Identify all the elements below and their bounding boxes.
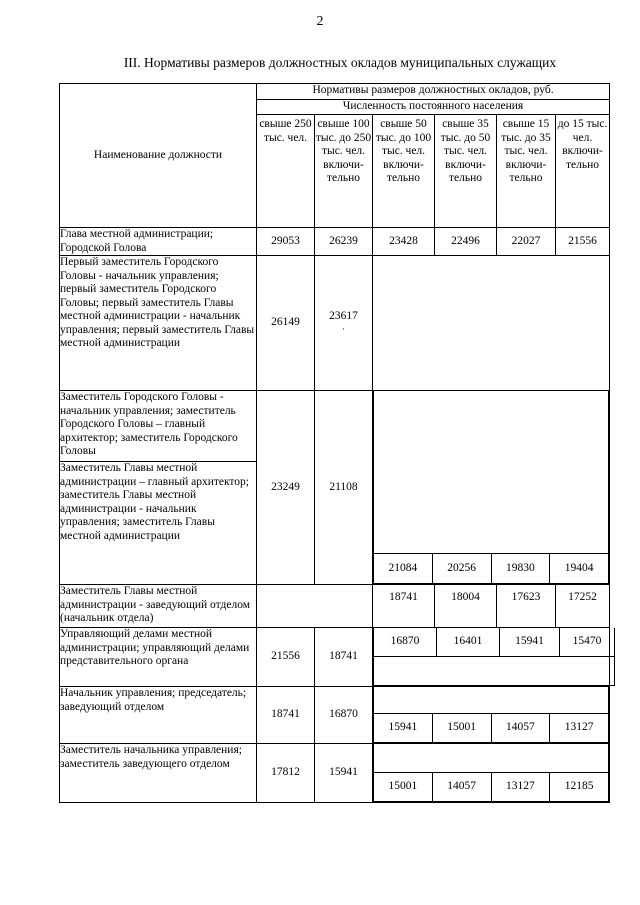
empty-cell	[373, 256, 610, 391]
salary-value: 23428	[373, 228, 435, 256]
salary-value: 23249	[257, 391, 315, 585]
norms-header: Нормативы размеров должностных окладов, руб.	[257, 84, 610, 100]
salary-value: 15941	[315, 744, 373, 803]
salary-value: 22496	[435, 228, 497, 256]
page-number: 2	[316, 14, 324, 29]
salary-value: 18741	[373, 585, 435, 628]
salary-value: 18741	[315, 628, 373, 687]
salary-value: 15941	[500, 628, 560, 656]
salary-value: 22027	[497, 228, 556, 256]
salary-value: 19404	[550, 553, 609, 583]
salary-value: 15941	[374, 713, 433, 742]
position-name: Заместитель Главы местной администрации - заведующий отделом (начальник отдела)	[60, 585, 257, 628]
table-row	[60, 744, 610, 803]
position-column-header: Наименование должности	[60, 84, 257, 228]
lower-values-group	[373, 391, 610, 585]
position-name: Заместитель Главы местной администрации – главный архитектор; заместитель Главы местной администрации - начальник управления; заместитель Главы местной администрации	[60, 462, 257, 585]
salary-value: 21108	[315, 391, 373, 585]
salary-value: 18004	[435, 585, 497, 628]
salary-value: 18741	[257, 687, 315, 744]
section-title: III. Нормативы размеров должностных окладов муниципальных служащих	[123, 55, 557, 70]
salary-value: 20256	[432, 553, 491, 583]
table-row	[60, 628, 610, 687]
table-row	[60, 687, 610, 744]
column-header: до 15 тыс. чел. включи-тельно	[556, 115, 610, 228]
salary-value: 19830	[491, 553, 550, 583]
column-header: свыше 50 тыс. до 100 тыс. чел. включи-тельно	[373, 115, 435, 228]
salary-value: 21084	[374, 553, 433, 583]
salary-value: 23617 ·	[315, 256, 373, 391]
salary-value: 15001	[432, 713, 491, 742]
row-values-group	[373, 628, 610, 687]
column-header: свыше 15 тыс. до 35 тыс. чел. включи-тельно	[497, 115, 556, 228]
salary-value: 12185	[550, 772, 609, 801]
position-name: Первый заместитель Городского Головы - начальник управления; первый заместитель Городского Головы; первый заместитель Главы местной администрации - начальник управления; первый заместитель Главы местной администрации	[60, 256, 257, 391]
table-row	[60, 256, 610, 391]
salary-value: 21556	[556, 228, 610, 256]
salary-value: 26149	[257, 256, 315, 391]
column-header: свыше 100 тыс. до 250 тыс. чел. включи-тельно	[315, 115, 373, 228]
row-values-group	[373, 744, 610, 803]
salary-value: 16870	[374, 628, 437, 656]
empty-cell	[257, 585, 373, 628]
table-row	[60, 585, 610, 628]
salary-value: 17623	[497, 585, 556, 628]
table-row	[60, 228, 610, 256]
position-name: Управляющий делами местной администрации; управляющий делами представительного органа	[60, 628, 257, 687]
salary-value: 15470	[560, 628, 615, 656]
salary-value: 13127	[550, 713, 609, 742]
row-values-group	[373, 687, 610, 744]
salary-value: 17812	[257, 744, 315, 803]
column-header: свыше 35 тыс. до 50 тыс. чел. включи-тельно	[435, 115, 497, 228]
table-row	[60, 391, 610, 462]
salary-value: 13127	[491, 772, 550, 801]
salary-value: 16870	[315, 687, 373, 744]
salary-value: 21556	[257, 628, 315, 687]
position-name: Глава местной администрации; Городской Голова	[60, 228, 257, 256]
position-name: Заместитель Городского Головы - начальник управления; заместитель Городского Головы – главный архитектор; заместитель Городского Головы	[60, 391, 257, 462]
salary-value: 26239	[315, 228, 373, 256]
salary-norms-table	[59, 83, 610, 803]
salary-value: 17252	[556, 585, 610, 628]
salary-value: 14057	[432, 772, 491, 801]
salary-value: 29053	[257, 228, 315, 256]
position-name: Начальник управления; председатель; заведующий отделом	[60, 687, 257, 744]
population-header: Численность постоянного населения	[257, 100, 610, 115]
salary-value: 14057	[491, 713, 550, 742]
salary-value: 15001	[374, 772, 433, 801]
salary-value: 16401	[437, 628, 500, 656]
position-name: Заместитель начальника управления; заместитель заведующего отделом	[60, 744, 257, 803]
column-header: свыше 250 тыс. чел.	[257, 115, 315, 228]
